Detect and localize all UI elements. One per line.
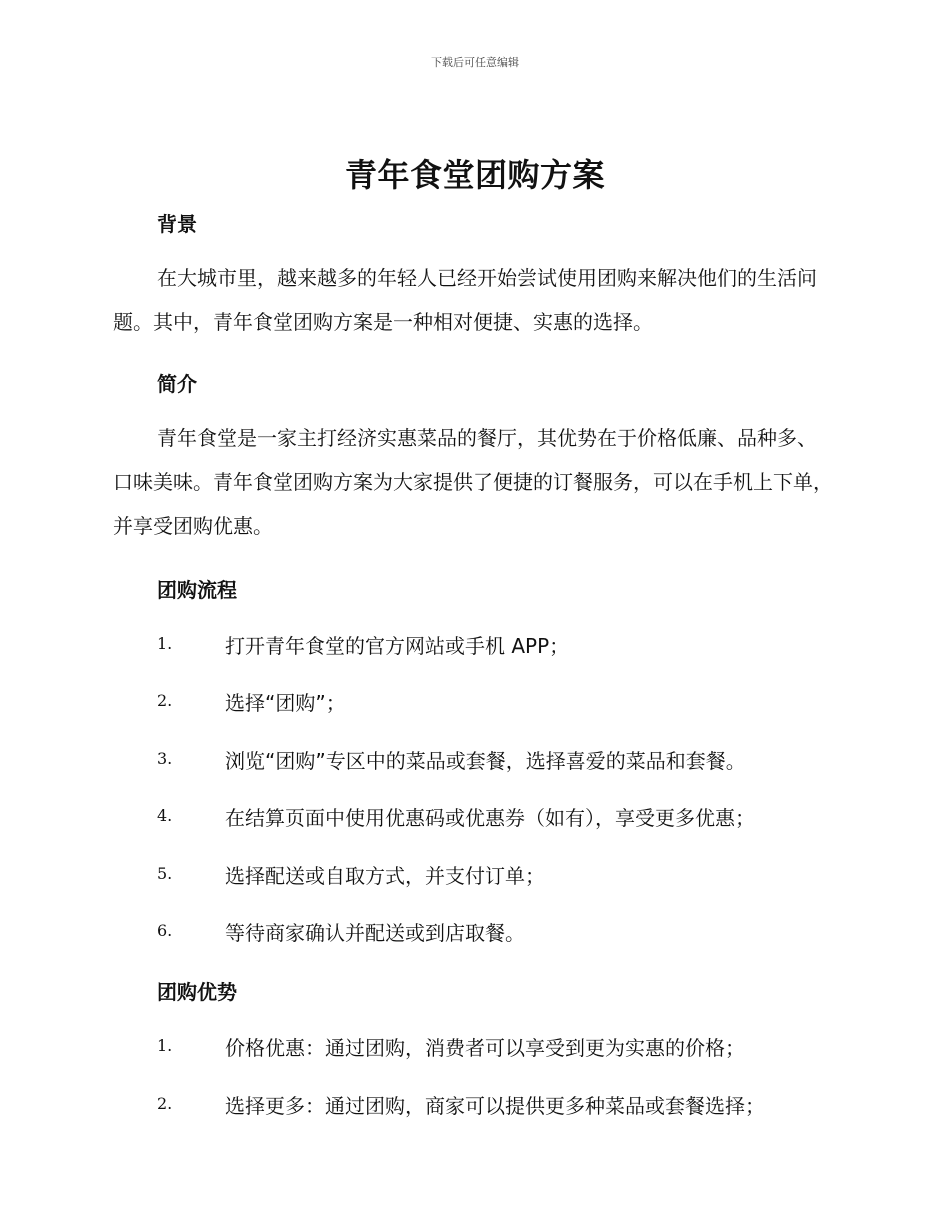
list-text: 在结算页面中使用优惠码或优惠券（如有），享受更多优惠； bbox=[225, 806, 755, 830]
list-item bbox=[157, 802, 837, 830]
heading-background: 背景 bbox=[157, 212, 197, 236]
list-item bbox=[157, 687, 837, 715]
paragraph-background: 在大城市里，越来越多的年轻人已经开始尝试使用团购来解决他们的生活问题。其中，青年食堂团购方案是一种相对便捷、实惠的选择。 bbox=[113, 266, 817, 334]
list-item bbox=[157, 1090, 837, 1118]
list-text: 等待商家确认并配送或到店取餐。 bbox=[225, 921, 525, 945]
list-number: 5. bbox=[157, 864, 173, 883]
list-item bbox=[157, 917, 837, 945]
list-item bbox=[157, 860, 837, 888]
paragraph-intro: 青年食堂是一家主打经济实惠菜品的餐厅，其优势在于价格低廉、品种多、口味美味。青年食堂团购方案为大家提供了便捷的订餐服务，可以在手机上下单，并享受团购优惠。 bbox=[113, 426, 833, 538]
list-text: 价格优惠：通过团购，消费者可以享受到更为实惠的价格； bbox=[225, 1036, 745, 1060]
list-item bbox=[157, 630, 837, 658]
list-text: 打开青年食堂的官方网站或手机 APP； bbox=[225, 634, 570, 658]
heading-intro: 简介 bbox=[157, 372, 197, 396]
list-number: 1. bbox=[157, 1036, 173, 1055]
list-number: 2. bbox=[157, 691, 173, 710]
document-title: 青年食堂团购方案 bbox=[344, 156, 605, 194]
list-number: 4. bbox=[157, 806, 173, 825]
list-item bbox=[157, 1032, 837, 1060]
heading-advantages: 团购优势 bbox=[157, 980, 237, 1004]
list-number: 2. bbox=[157, 1094, 173, 1113]
list-text: 选择更多：通过团购，商家可以提供更多种菜品或套餐选择； bbox=[225, 1094, 765, 1118]
list-text: 选择“团购”； bbox=[225, 691, 346, 715]
list-number: 1. bbox=[157, 634, 173, 653]
list-text: 浏览“团购”专区中的菜品或套餐，选择喜爱的菜品和套餐。 bbox=[225, 749, 746, 773]
list-text: 选择配送或自取方式，并支付订单； bbox=[225, 864, 545, 888]
list-number: 6. bbox=[157, 921, 173, 940]
header-note: 下载后可任意编辑 bbox=[431, 56, 519, 69]
list-item bbox=[157, 745, 837, 773]
list-number: 3. bbox=[157, 749, 173, 768]
heading-process: 团购流程 bbox=[157, 578, 237, 602]
